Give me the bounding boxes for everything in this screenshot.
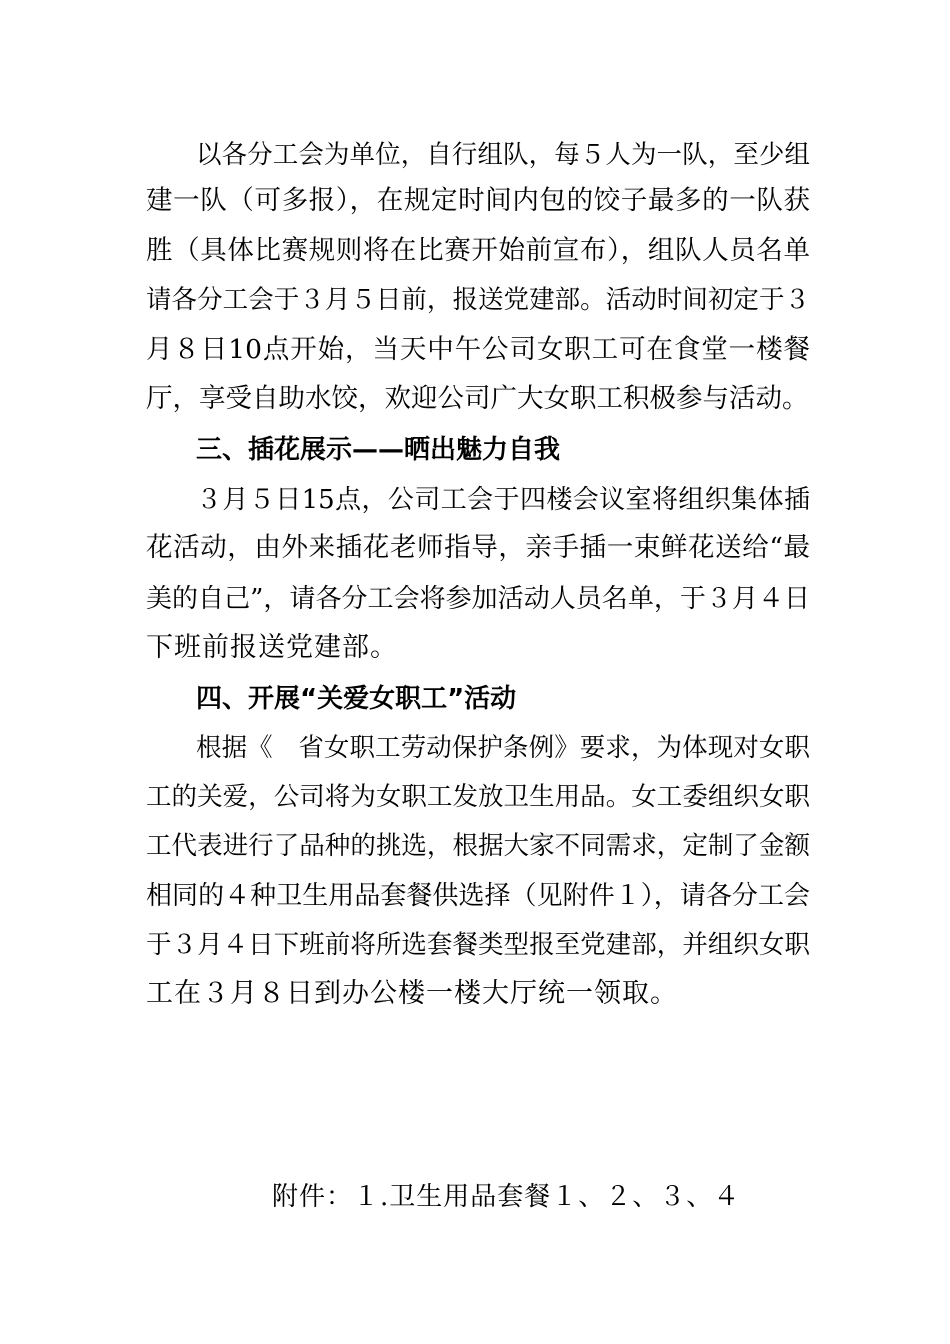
attachment-note: 附件：１.卫生用品套餐１、２、３、４ [272,1182,741,1212]
paragraph-line: 下班前报送党建部。 [146,632,398,663]
paragraph-line: 工在３月８日到办公楼一楼大厅统一领取。 [146,978,678,1009]
paragraph-line: 请各分工会于３月５日前，报送党建部。活动时间初定于３ [146,285,810,315]
paragraph-line: 美的自己”，请各分工会将参加活动人员名单，于３月４日 [146,584,810,614]
paragraph-line: 于３月４日下班前将所选套餐类型报至党建部，并组织女职 [146,930,810,960]
paragraph-line: 厅，享受自助水饺，欢迎公司广大女职工积极参与活动。 [146,383,809,414]
section-heading-care-activity: 四、开展“关爱女职工”活动 [196,684,517,714]
paragraph-line: 工代表进行了品种的挑选，根据大家不同需求，定制了金额 [146,831,810,861]
paragraph-line: 建一队（可多报），在规定时间内包的饺子最多的一队获 [146,185,810,216]
paragraph-line: 月８日10点开始，当天中午公司女职工可在食堂一楼餐 [146,334,810,365]
paragraph-line: 花活动，由外来插花老师指导，亲手插一束鲜花送给“最 [146,532,810,563]
paragraph-line: ３月５日15点，公司工会于四楼会议室将组织集体插 [196,485,810,515]
paragraph-line: 根据《 省女职工劳动保护条例》要求，为体现对女职 [196,733,810,763]
section-heading-flower-arranging: 三、插花展示——晒出魅力自我 [196,435,561,465]
paragraph-line: 以各分工会为单位，自行组队，每５人为一队，至少组 [196,140,810,170]
paragraph-line: 工的关爱，公司将为女职工发放卫生用品。女工委组织女职 [146,782,810,812]
paragraph-line: 相同的４种卫生用品套餐供选择（见附件１），请各分工会 [146,881,810,911]
paragraph-line: 胜（具体比赛规则将在比赛开始前宣布），组队人员名单 [146,235,810,266]
